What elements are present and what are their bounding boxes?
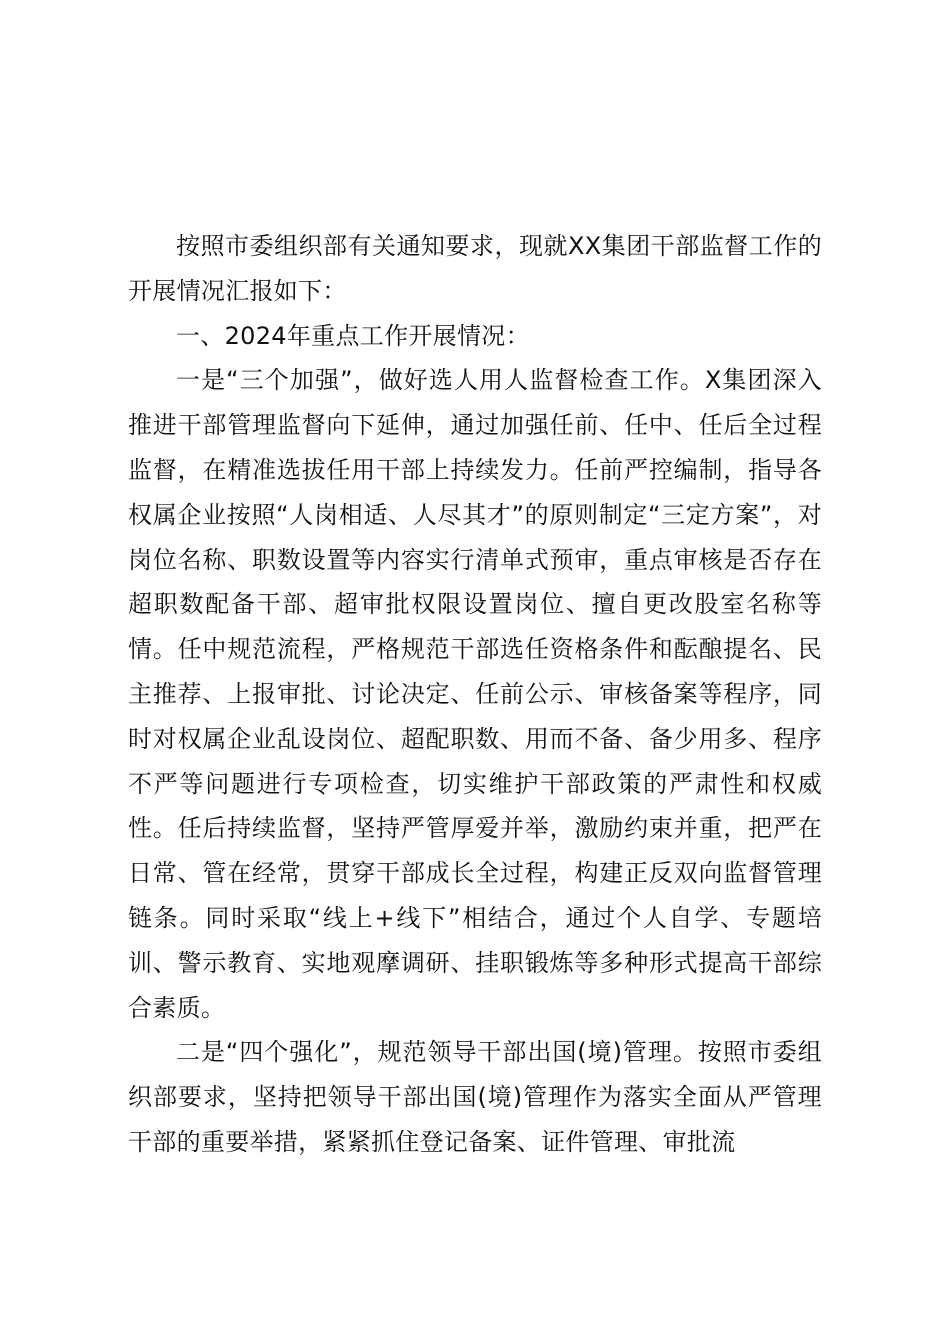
document-body bbox=[128, 224, 822, 1165]
intro-paragraph: 按照市委组织部有关通知要求，现就XX集团干部监督工作的开展情况汇报如下： bbox=[128, 232, 822, 305]
point-one-paragraph: 一是“三个加强”，做好选人用人监督检查工作。X集团深入推进干部管理监督向下延伸，通过加强任前、任中、任后全过程监督，在精准选拔任用干部上持续发力。任前严控编制，指导各权属企业按照“人岗相适、人尽其才”的原则制定“三定方案”，对岗位名称、职数设置等内容实行清单式预审，重点审核是否存在超职数配备干部、超审批权限设置岗位、擅自更改股室名称等情。任中规范流程，严格规范干部选任资格条件和酝酿提名、民主推荐、上报审批、讨论决定、任前公示、审核备案等程序，同时对权属企业乱设岗位、超配职数、用而不备、备少用多、程序不严等问题进行专项检查，切实维护干部政策的严肃性和权威性。任后持续监督，坚持严管厚爱并举，激励约束并重，把严在日常、管在经常，贯穿干部成长全过程，构建正反双向监督管理链条。同时采取“线上+线下”相结合，通过个人自学、专题培训、警示教育、实地观摩调研、挂职锻炼等多种形式提高干部综合素质。 bbox=[128, 366, 822, 1022]
section-heading: 一、2024年重点工作开展情况： bbox=[176, 321, 530, 350]
point-two-paragraph: 二是“四个强化”，规范领导干部出国(境)管理。按照市委组织部要求，坚持把领导干部出国(境)管理作为落实全面从严管理干部的重要举措，紧紧抓住登记备案、证件管理、审批流 bbox=[128, 1038, 822, 1156]
